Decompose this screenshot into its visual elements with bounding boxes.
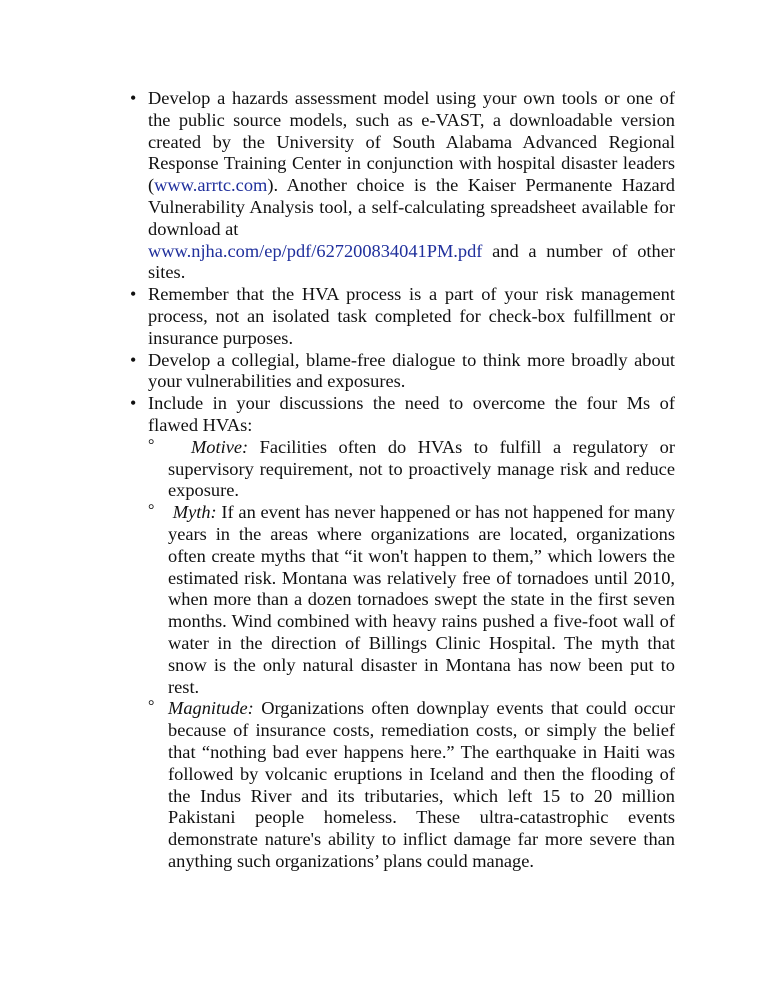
bullet-item-dialogue [130,350,675,394]
sub-item-text: Facilities often do HVAs to fulfill a regulatory or supervisory requirement, not to proactively manage risk and reduce exposure. [168,436,675,501]
bullet-item-hazards-model [130,88,675,284]
bullet-text: Remember that the HVA process is a part of your risk management process, not an isolated task completed for check-box fulfillment or insurance purposes. [148,284,675,348]
four-ms-list [148,437,675,873]
sub-item-term: Myth: [172,502,217,523]
sub-item-magnitude [148,698,675,872]
sub-item-myth [148,502,675,698]
bullet-text-part: ). Another choice is the Kaiser Permanente Hazard Vulnerability Analysis tool, a self-calculating spreadsheet available for download at [148,175,675,239]
bullet-item-hva-process [130,284,675,349]
bullet-text-part: Develop a hazards assessment model using your own tools or one of the public source models, such as e-VAST, a downloadable version created by the University of South Alabama Advanced Regional Response Training Center in conjunction with hospital disaster leaders ( [148,88,675,196]
arrtc-link[interactable]: www.arrtc.com [154,175,268,196]
bullet-text-part: and a number of other sites. [148,240,675,283]
bullet-list [130,88,675,873]
sub-item-text: If an event has never happened or has not happened for many years in the areas where organizations are located, organizations often create myths that “it won't happen to them,” which lowers the estimated risk. Montana was relatively free of tornadoes until 2010, when more than a dozen tornadoes swept the state in the first seven months. Wind combined with heavy rains pushed a five-foot wall of water in the direction of Billings Clinic Hospital. The myth that snow is the only natural disaster in Montana has now been put to rest. [168,502,675,697]
sub-item-text: Organizations often downplay events that could occur because of insurance costs, remediation costs, or simply the belief that “nothing bad ever happens here.” The earthquake in Haiti was followed by volcanic eruptions in Iceland and then the flooding of the Indus River and its tributaries, which left 15 to 20 million Pakistani people homeless. These ultra-catastrophic events demonstrate nature's ability to inflict damage far more severe than anything such organizations’ plans could manage. [168,698,675,871]
document-page [130,88,675,873]
bullet-text: Develop a collegial, blame-free dialogue to think more broadly about your vulnerabilities and exposures. [148,349,675,392]
bullet-item-four-ms [130,393,675,873]
sub-item-motive [148,437,675,502]
sub-item-term: Motive: [190,436,249,457]
sub-item-term: Magnitude: [168,698,254,719]
bullet-text: Include in your discussions the need to overcome the four Ms of flawed HVAs: [148,393,675,435]
njha-link[interactable]: www.njha.com/ep/pdf/627200834041PM.pdf [148,240,483,261]
